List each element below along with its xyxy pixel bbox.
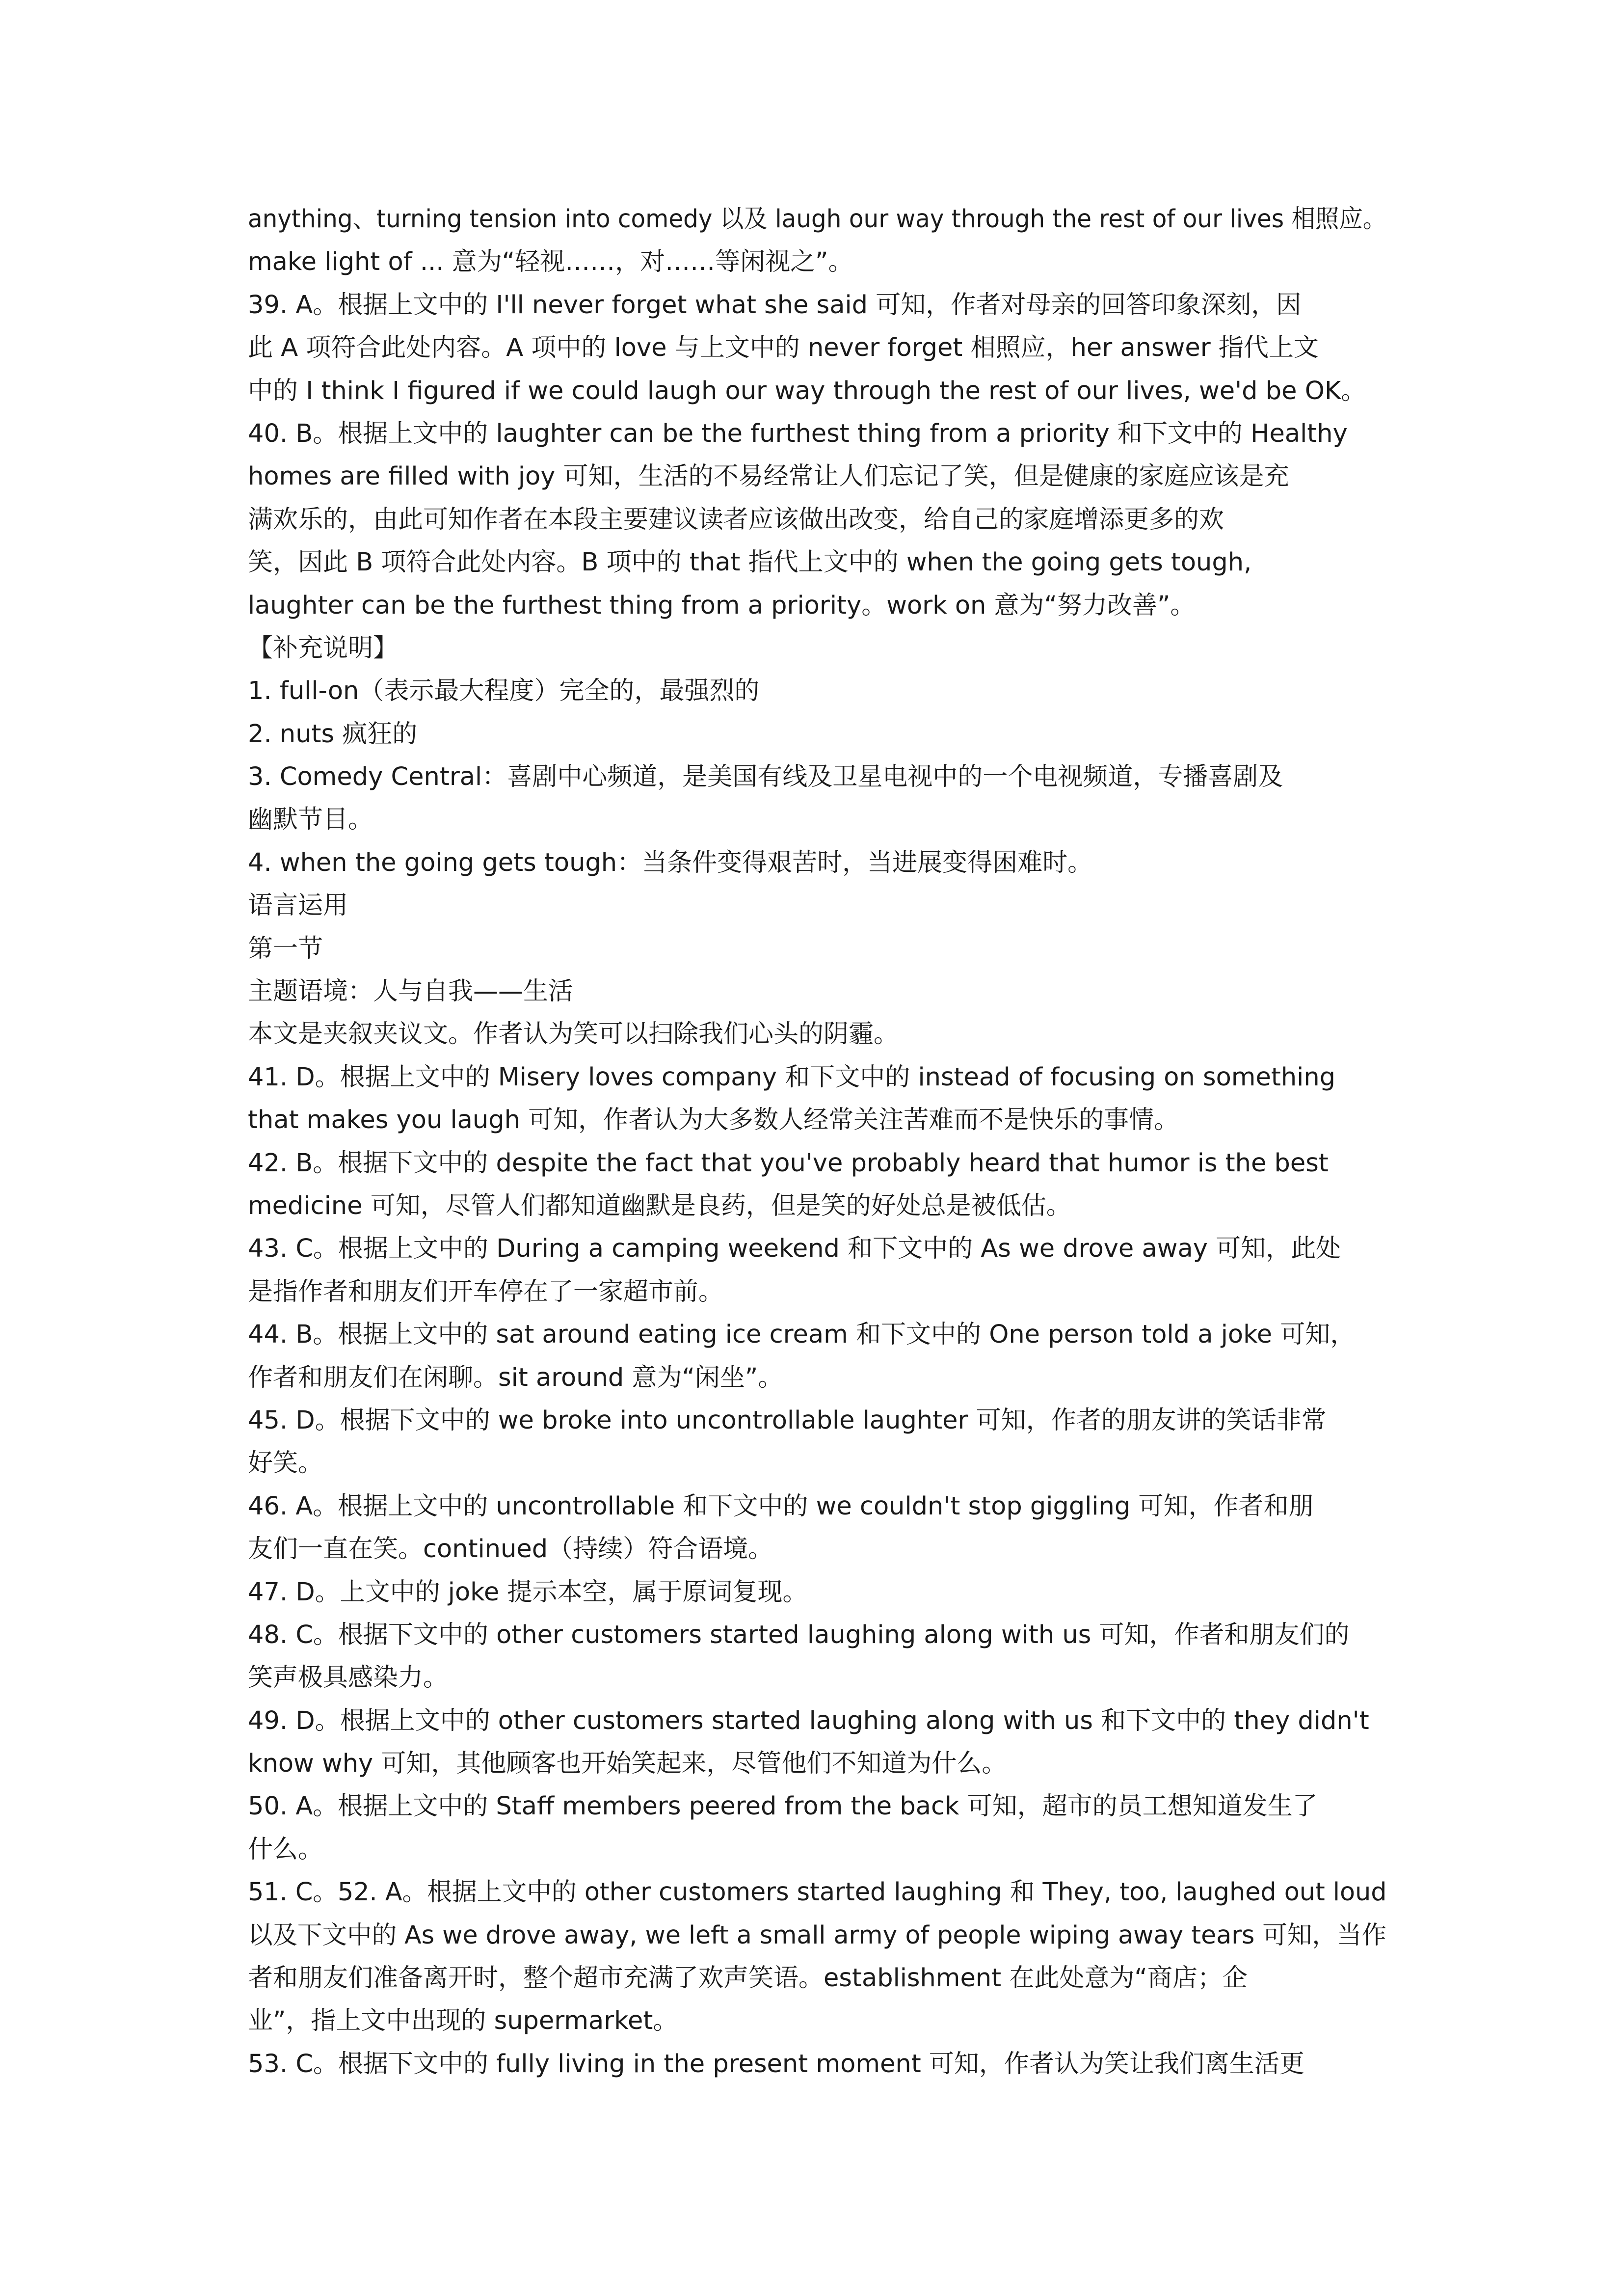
text-line: 47. D。上文中的 joke 提示本空，属于原词复现。 <box>248 1577 808 1607</box>
answer-explanation-text <box>248 198 1386 2085</box>
text-line: 39. A。根据上文中的 I'll never forget what she said 可知，作者对母亲的回答印象深刻，因 <box>248 290 1302 320</box>
text-line: 什么。 <box>248 1835 323 1864</box>
text-line: medicine 可知，尽管人们都知道幽默是良药，但是笑的好处总是被低估。 <box>248 1191 1071 1220</box>
text-line: that makes you laugh 可知，作者认为大多数人经常关注苦难而不是快乐的事情。 <box>248 1106 1179 1135</box>
text-line: 51. C。52. A。根据上文中的 other customers started laughing 和 They, too, laughed out loud <box>248 1878 1387 1907</box>
text-line: know why 可知，其他顾客也开始笑起来，尽管他们不知道为什么。 <box>248 1749 1007 1779</box>
text-line: 主题语境：人与自我——生活 <box>248 977 574 1006</box>
text-line: 幽默节目。 <box>248 805 373 835</box>
text-line: 48. C。根据下文中的 other customers started laughing along with us 可知，作者和朋友们的 <box>248 1620 1350 1649</box>
text-line: 45. D。根据下文中的 we broke into uncontrollable laughter 可知，作者的朋友讲的笑话非常 <box>248 1405 1327 1435</box>
text-line: 42. B。根据下文中的 despite the fact that you've probably heard that humor is the best <box>248 1148 1329 1178</box>
text-line: 43. C。根据上文中的 During a camping weekend 和下文中的 As we drove away 可知，此处 <box>248 1234 1341 1264</box>
text-line: 第一节 <box>248 934 323 963</box>
text-line: 友们一直在笑。continued（持续）符合语境。 <box>248 1535 773 1564</box>
text-line: 41. D。根据上文中的 Misery loves company 和下文中的 instead of focusing on something <box>248 1062 1336 1092</box>
text-line: 业”，指上文中出现的 supermarket。 <box>248 2006 678 2036</box>
text-line: 4. when the going gets tough：当条件变得艰苦时，当进展变得困难时。 <box>248 848 1093 877</box>
text-line: 作者和朋友们在闲聊。sit around 意为“闲坐”。 <box>248 1363 783 1392</box>
text-line: 语言运用 <box>248 891 348 920</box>
text-line: 本文是夹叙夹议文。作者认为笑可以扫除我们心头的阴霾。 <box>248 1020 899 1049</box>
text-line: homes are filled with joy 可知，生活的不易经常让人们忘记了笑，但是健康的家庭应该是充 <box>248 462 1289 491</box>
text-line: 49. D。根据上文中的 other customers started laughing along with us 和下文中的 they didn't <box>248 1706 1369 1735</box>
text-line: 40. B。根据上文中的 laughter can be the furthest thing from a priority 和下文中的 Healthy <box>248 419 1348 448</box>
text-line: 笑声极具感染力。 <box>248 1663 449 1693</box>
text-line: 中的 I think I figured if we could laugh our way through the rest of our lives, we'd be OK。 <box>248 376 1366 405</box>
text-line: 是指作者和朋友们开车停在了一家超市前。 <box>248 1277 724 1306</box>
text-line: 2. nuts 疯狂的 <box>248 719 418 749</box>
text-line: 满欢乐的，由此可知作者在本段主要建议读者应该做出改变，给自己的家庭增添更多的欢 <box>248 505 1224 534</box>
text-line: 3. Comedy Central：喜剧中心频道，是美国有线及卫星电视中的一个电视频道，专播喜剧及 <box>248 762 1283 792</box>
text-line: anything、turning tension into comedy 以及 laugh our way through the rest of our lives 相照应。 <box>248 205 1387 234</box>
text-line: 50. A。根据上文中的 Staff members peered from the back 可知，超市的员工想知道发生了 <box>248 1792 1318 1821</box>
text-line: 1. full-on（表示最大程度）完全的，最强烈的 <box>248 676 760 706</box>
text-line: 此 A 项符合此处内容。A 项中的 love 与上文中的 never forget 相照应，her answer 指代上文 <box>248 333 1319 363</box>
text-line: 以及下文中的 As we drove away, we left a small army of people wiping away tears 可知，当作 <box>248 1920 1386 1950</box>
text-line: 者和朋友们准备离开时，整个超市充满了欢声笑语。establishment 在此处意为“商店；企 <box>248 1964 1248 1993</box>
text-line: make light of ... 意为“轻视……，对……等闲视之”。 <box>248 247 853 277</box>
text-line: 44. B。根据上文中的 sat around eating ice cream 和下文中的 One person told a joke 可知， <box>248 1320 1356 1350</box>
text-line: 【补充说明】 <box>248 633 399 663</box>
text-line: 好笑。 <box>248 1449 323 1478</box>
text-line: 46. A。根据上文中的 uncontrollable 和下文中的 we couldn't stop giggling 可知，作者和朋 <box>248 1491 1314 1521</box>
text-line: laughter can be the furthest thing from a priority。work on 意为“努力改善”。 <box>248 591 1196 620</box>
text-line: 53. C。根据下文中的 fully living in the present moment 可知，作者认为笑让我们离生活更 <box>248 2049 1304 2079</box>
text-line: 笑，因此 B 项符合此处内容。B 项中的 that 指代上文中的 when the going gets tough, <box>248 548 1252 577</box>
